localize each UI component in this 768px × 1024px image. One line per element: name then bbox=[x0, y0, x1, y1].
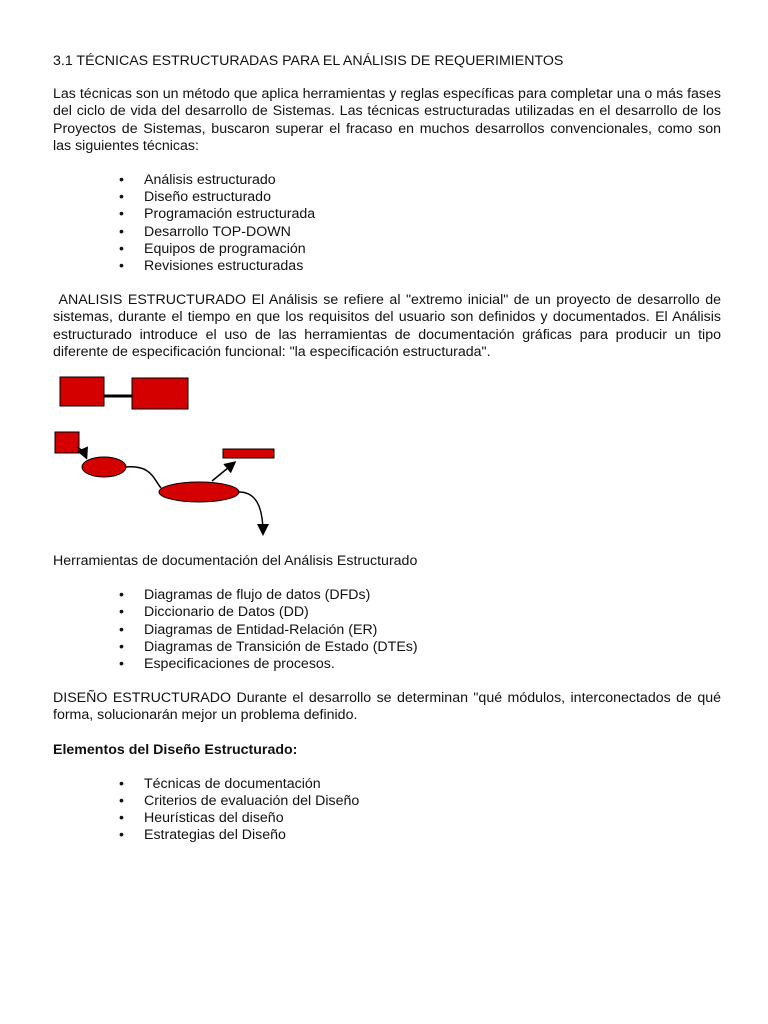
list-item: • Diseño estructurado bbox=[119, 189, 721, 206]
list-item: • Diagramas de Transición de Estado (DTEs) bbox=[119, 639, 721, 656]
list-item: • Criterios de evaluación del Diseño bbox=[119, 793, 721, 810]
diagram-svg bbox=[53, 375, 293, 553]
analysis-paragraph: ANALISIS ESTRUCTURADO El Análisis se refiere al "extremo inicial" de un proyecto de desarrollo de sistemas, durante el tiempo en que los requisitos del usuario son definidos y documentados. El Análisis estructurado introduce el uso de las herramientas de documentación gráficas para producir un tipo diferente de especificación funcional: "la especificación estructurada". bbox=[53, 292, 725, 360]
flow-arrow-2 bbox=[126, 467, 161, 488]
data-store-box bbox=[223, 449, 274, 458]
list-item: • Diccionario de Datos (DD) bbox=[119, 604, 721, 621]
design-paragraph: DISEÑO ESTRUCTURADO Durante el desarrollo se determinan "qué módulos, interconectados de qué forma, solucionarán mejor un problema definido. bbox=[53, 690, 721, 724]
entity-box-left bbox=[60, 377, 104, 406]
techniques-list bbox=[53, 172, 721, 275]
flow-arrow-4 bbox=[239, 492, 263, 533]
list-item: • Diagramas de flujo de datos (DFDs) bbox=[119, 587, 721, 604]
list-item: • Programación estructurada bbox=[119, 206, 721, 223]
list-item: • Especificaciones de procesos. bbox=[119, 656, 721, 673]
list-item: • Equipos de programación bbox=[119, 241, 721, 258]
list-item: • Diagramas de Entidad-Relación (ER) bbox=[119, 622, 721, 639]
design-elements-heading: Elementos del Diseño Estructurado: bbox=[53, 741, 298, 758]
section-title: 3.1 TÉCNICAS ESTRUCTURADAS PARA EL ANÁLISIS DE REQUERIMIENTOS bbox=[53, 53, 564, 69]
list-item: • Desarrollo TOP-DOWN bbox=[119, 224, 721, 241]
flow-arrow-3 bbox=[212, 463, 234, 481]
process-ellipse-2 bbox=[159, 482, 239, 502]
structured-analysis-diagram bbox=[53, 375, 293, 553]
document-page bbox=[53, 53, 725, 845]
external-entity-box bbox=[55, 432, 79, 453]
tools-heading: Herramientas de documentación del Análisis Estructurado bbox=[53, 553, 418, 570]
process-ellipse-1 bbox=[82, 457, 126, 477]
list-item: • Técnicas de documentación bbox=[119, 776, 721, 793]
entity-box-right bbox=[132, 378, 188, 409]
list-item: • Revisiones estructuradas bbox=[119, 258, 721, 275]
list-item: • Estrategias del Diseño bbox=[119, 827, 721, 844]
list-item: • Heurísticas del diseño bbox=[119, 810, 721, 827]
design-elements-list bbox=[53, 776, 721, 845]
list-item: • Análisis estructurado bbox=[119, 172, 721, 189]
intro-paragraph: Las técnicas son un método que aplica herramientas y reglas específicas para completar una o más fases del ciclo de vida del desarrollo de Sistemas. Las técnicas estructuradas utilizadas en el desarrollo de los Proyectos de Sistemas, buscaron superar el fracaso en muchos desarrollos convencionales, como son las siguientes técnicas: bbox=[53, 86, 721, 154]
tools-list bbox=[53, 587, 721, 673]
